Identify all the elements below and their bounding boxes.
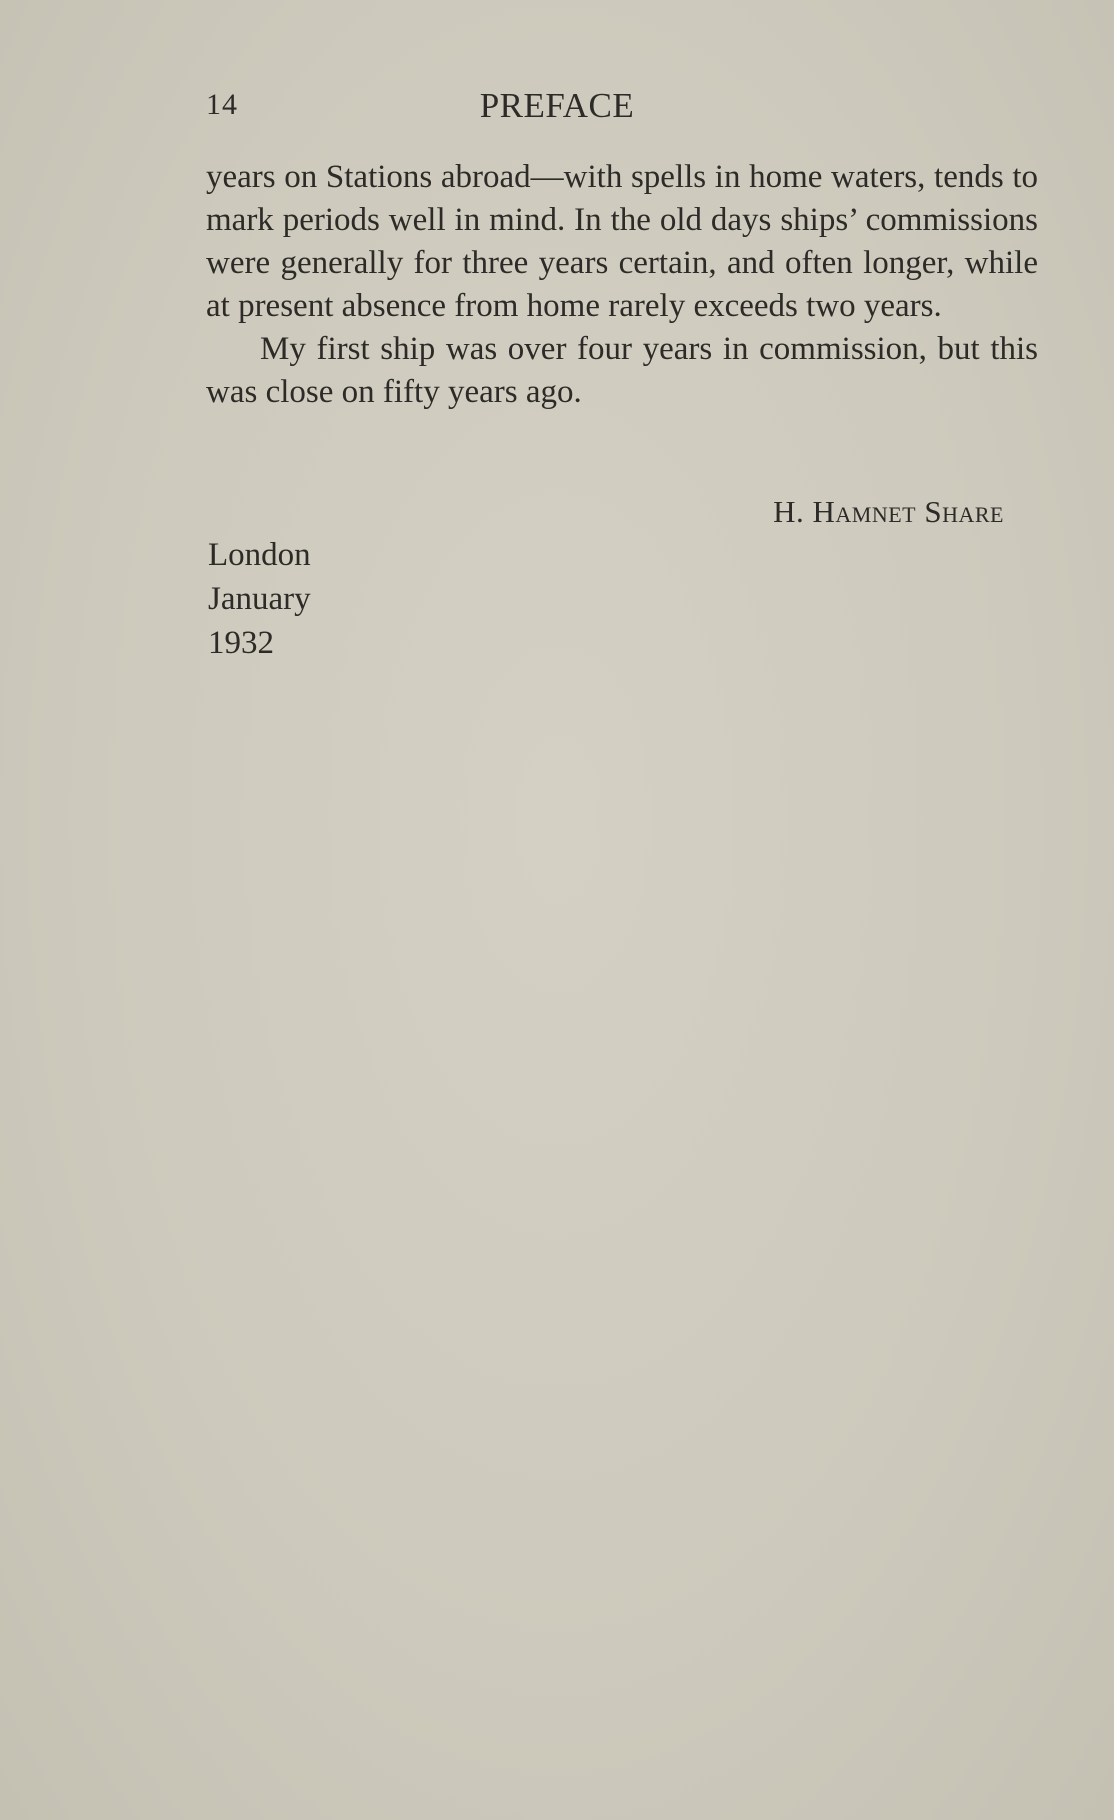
page-number: 14 (206, 88, 238, 121)
paragraph: My first ship was over four years in commission, but this was close on fifty years ago. (206, 331, 1038, 410)
preface-body (206, 156, 1038, 414)
paragraph: years on Stations abroad—with spells in home waters, tends to mark periods well in mind. In the old days ships’ commissions were generally for three years certain, and often longer, while at present absence from home rarely exceeds two years. (206, 159, 1038, 324)
dateline (208, 533, 311, 665)
author-signature: H. Hamnet Share (773, 494, 1004, 529)
dateline-place: London (208, 537, 311, 573)
running-head: PREFACE (479, 86, 635, 125)
dateline-year: 1932 (208, 625, 274, 661)
dateline-month: January (208, 581, 311, 617)
